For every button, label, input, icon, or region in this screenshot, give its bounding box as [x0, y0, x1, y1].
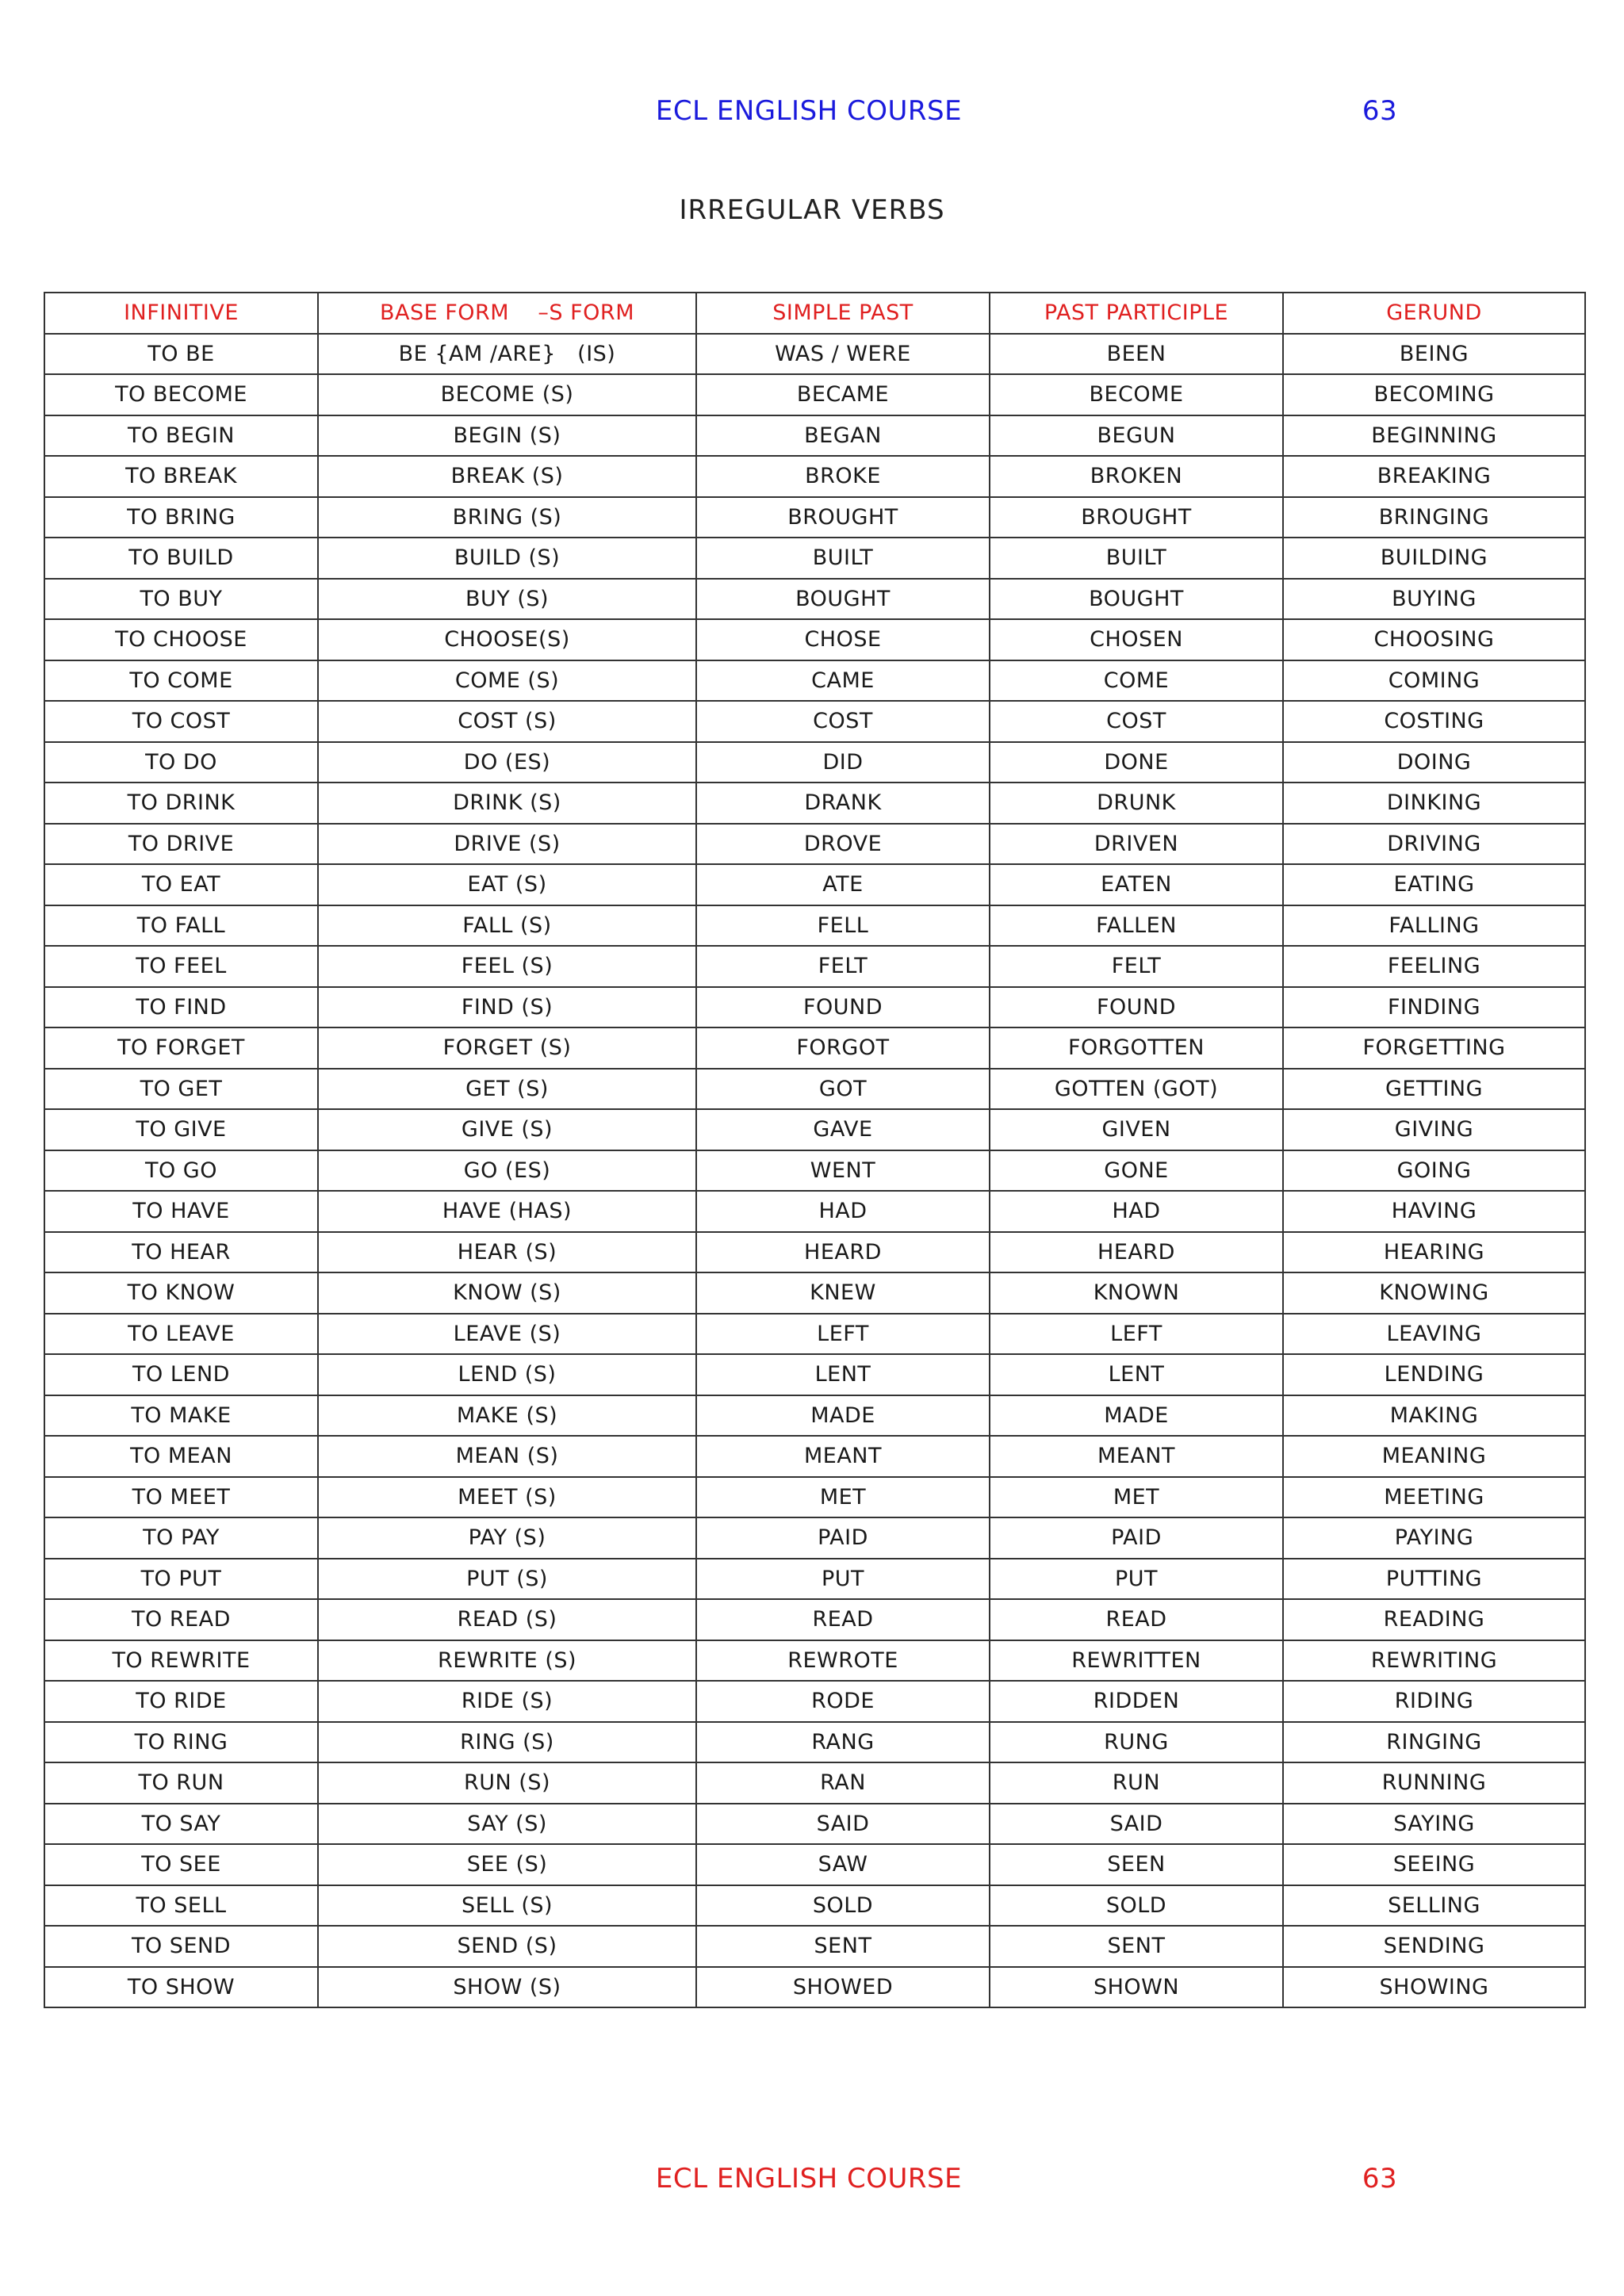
cell-infinitive: TO BUILD — [44, 538, 318, 579]
cell-infinitive: TO FIND — [44, 987, 318, 1028]
cell-past-participle: GIVEN — [990, 1109, 1283, 1150]
cell-gerund: FINDING — [1283, 987, 1585, 1028]
cell-gerund: FEELING — [1283, 946, 1585, 987]
cell-simple-past: CHOSE — [696, 619, 990, 660]
table-row — [44, 1681, 1585, 1722]
cell-simple-past: FELL — [696, 905, 990, 947]
cell-past-participle: FOUND — [990, 987, 1283, 1028]
cell-simple-past: RAN — [696, 1762, 990, 1804]
cell-gerund: COSTING — [1283, 701, 1585, 742]
cell-simple-past: BOUGHT — [696, 579, 990, 620]
cell-past-participle: MEANT — [990, 1436, 1283, 1477]
cell-infinitive: TO BEGIN — [44, 415, 318, 457]
cell-infinitive: TO SEE — [44, 1844, 318, 1885]
cell-past-participle: BROKEN — [990, 456, 1283, 497]
cell-simple-past: DRANK — [696, 783, 990, 824]
column-header-base-form: BASE FORM –S FORM — [318, 293, 696, 334]
cell-gerund: PUTTING — [1283, 1559, 1585, 1600]
table-row — [44, 1967, 1585, 2008]
table-row — [44, 1272, 1585, 1314]
table-row — [44, 1232, 1585, 1273]
cell-gerund: BRINGING — [1283, 497, 1585, 538]
cell-base-form: EAT (S) — [318, 864, 696, 905]
table-body — [44, 334, 1585, 2008]
table-row — [44, 619, 1585, 660]
column-header-past-participle: PAST PARTICIPLE — [990, 293, 1283, 334]
table-row — [44, 1109, 1585, 1150]
table-row — [44, 1354, 1585, 1395]
cell-gerund: FORGETTING — [1283, 1027, 1585, 1069]
cell-simple-past: REWROTE — [696, 1640, 990, 1682]
column-header-simple-past: SIMPLE PAST — [696, 293, 990, 334]
table-row — [44, 1844, 1585, 1885]
cell-past-participle: SHOWN — [990, 1967, 1283, 2008]
cell-gerund: SELLING — [1283, 1885, 1585, 1927]
cell-infinitive: TO BE — [44, 334, 318, 375]
cell-infinitive: TO REWRITE — [44, 1640, 318, 1682]
cell-simple-past: BUILT — [696, 538, 990, 579]
cell-gerund: GIVING — [1283, 1109, 1585, 1150]
cell-gerund: BREAKING — [1283, 456, 1585, 497]
cell-gerund: HEARING — [1283, 1232, 1585, 1273]
cell-gerund: BUYING — [1283, 579, 1585, 620]
cell-base-form: GO (ES) — [318, 1150, 696, 1192]
table-row — [44, 1926, 1585, 1967]
cell-gerund: HAVING — [1283, 1191, 1585, 1232]
cell-infinitive: TO GIVE — [44, 1109, 318, 1150]
cell-base-form: RUN (S) — [318, 1762, 696, 1804]
cell-past-participle: FELT — [990, 946, 1283, 987]
cell-base-form: CHOOSE(S) — [318, 619, 696, 660]
table-row — [44, 660, 1585, 702]
cell-infinitive: TO GET — [44, 1069, 318, 1110]
cell-base-form: BEGIN (S) — [318, 415, 696, 457]
cell-simple-past: SENT — [696, 1926, 990, 1967]
cell-gerund: RIDING — [1283, 1681, 1585, 1722]
table-row — [44, 1069, 1585, 1110]
cell-gerund: MEETING — [1283, 1477, 1585, 1518]
cell-past-participle: HEARD — [990, 1232, 1283, 1273]
cell-infinitive: TO DRIVE — [44, 824, 318, 865]
table-row — [44, 946, 1585, 987]
table-row — [44, 1762, 1585, 1804]
cell-past-participle: FORGOTTEN — [990, 1027, 1283, 1069]
cell-past-participle: BOUGHT — [990, 579, 1283, 620]
cell-base-form: READ (S) — [318, 1599, 696, 1640]
cell-infinitive: TO SELL — [44, 1885, 318, 1927]
table-row — [44, 334, 1585, 375]
cell-simple-past: SOLD — [696, 1885, 990, 1927]
table-row — [44, 783, 1585, 824]
cell-simple-past: LEFT — [696, 1314, 990, 1355]
cell-past-participle: FALLEN — [990, 905, 1283, 947]
cell-base-form: SHOW (S) — [318, 1967, 696, 2008]
cell-past-participle: SEEN — [990, 1844, 1283, 1885]
cell-base-form: MEET (S) — [318, 1477, 696, 1518]
cell-infinitive: TO DO — [44, 742, 318, 783]
cell-gerund: LENDING — [1283, 1354, 1585, 1395]
cell-past-participle: PAID — [990, 1517, 1283, 1559]
cell-infinitive: TO RIDE — [44, 1681, 318, 1722]
table-row — [44, 1150, 1585, 1192]
cell-past-participle: LEFT — [990, 1314, 1283, 1355]
cell-past-participle: BROUGHT — [990, 497, 1283, 538]
footer-page-number: 63 — [1362, 2163, 1398, 2195]
cell-base-form: FIND (S) — [318, 987, 696, 1028]
cell-past-participle: MADE — [990, 1395, 1283, 1437]
cell-simple-past: GOT — [696, 1069, 990, 1110]
cell-gerund: DOING — [1283, 742, 1585, 783]
table-row — [44, 864, 1585, 905]
cell-simple-past: LENT — [696, 1354, 990, 1395]
cell-base-form: LEND (S) — [318, 1354, 696, 1395]
cell-gerund: SAYING — [1283, 1804, 1585, 1845]
table-row — [44, 1722, 1585, 1763]
cell-gerund: COMING — [1283, 660, 1585, 702]
cell-base-form: MEAN (S) — [318, 1436, 696, 1477]
cell-past-participle: HAD — [990, 1191, 1283, 1232]
cell-base-form: LEAVE (S) — [318, 1314, 696, 1355]
cell-past-participle: BEGUN — [990, 415, 1283, 457]
cell-infinitive: TO FORGET — [44, 1027, 318, 1069]
cell-past-participle: CHOSEN — [990, 619, 1283, 660]
cell-simple-past: FOUND — [696, 987, 990, 1028]
cell-simple-past: SAID — [696, 1804, 990, 1845]
table-row — [44, 1027, 1585, 1069]
table-row — [44, 415, 1585, 457]
cell-past-participle: PUT — [990, 1559, 1283, 1600]
table-row — [44, 456, 1585, 497]
cell-past-participle: REWRITTEN — [990, 1640, 1283, 1682]
cell-infinitive: TO BECOME — [44, 374, 318, 415]
cell-base-form: BRING (S) — [318, 497, 696, 538]
table-row — [44, 374, 1585, 415]
cell-gerund: GETTING — [1283, 1069, 1585, 1110]
cell-simple-past: DROVE — [696, 824, 990, 865]
cell-simple-past: HEARD — [696, 1232, 990, 1273]
table-row — [44, 1559, 1585, 1600]
cell-infinitive: TO MEET — [44, 1477, 318, 1518]
cell-infinitive: TO HEAR — [44, 1232, 318, 1273]
cell-base-form: DRINK (S) — [318, 783, 696, 824]
cell-simple-past: COST — [696, 701, 990, 742]
cell-base-form: PAY (S) — [318, 1517, 696, 1559]
cell-base-form: GIVE (S) — [318, 1109, 696, 1150]
cell-past-participle: BECOME — [990, 374, 1283, 415]
cell-past-participle: DONE — [990, 742, 1283, 783]
footer-title: ECL ENGLISH COURSE — [655, 2163, 963, 2195]
table-row — [44, 701, 1585, 742]
cell-base-form: GET (S) — [318, 1069, 696, 1110]
cell-base-form: BUILD (S) — [318, 538, 696, 579]
cell-simple-past: PUT — [696, 1559, 990, 1600]
cell-gerund: DINKING — [1283, 783, 1585, 824]
cell-base-form: BECOME (S) — [318, 374, 696, 415]
cell-base-form: RIDE (S) — [318, 1681, 696, 1722]
cell-simple-past: PAID — [696, 1517, 990, 1559]
cell-simple-past: FELT — [696, 946, 990, 987]
cell-infinitive: TO DRINK — [44, 783, 318, 824]
table-row — [44, 1436, 1585, 1477]
cell-base-form: BREAK (S) — [318, 456, 696, 497]
cell-simple-past: MET — [696, 1477, 990, 1518]
cell-infinitive: TO KNOW — [44, 1272, 318, 1314]
header-page-number: 63 — [1362, 95, 1398, 127]
document-title: IRREGULAR VERBS — [679, 194, 945, 226]
cell-gerund: REWRITING — [1283, 1640, 1585, 1682]
table-row — [44, 579, 1585, 620]
cell-past-participle: COME — [990, 660, 1283, 702]
cell-infinitive: TO GO — [44, 1150, 318, 1192]
cell-gerund: BUILDING — [1283, 538, 1585, 579]
table-row — [44, 1477, 1585, 1518]
cell-past-participle: BEEN — [990, 334, 1283, 375]
cell-simple-past: MADE — [696, 1395, 990, 1437]
cell-past-participle: READ — [990, 1599, 1283, 1640]
cell-base-form: SEE (S) — [318, 1844, 696, 1885]
cell-simple-past: RODE — [696, 1681, 990, 1722]
cell-past-participle: RUN — [990, 1762, 1283, 1804]
cell-past-participle: EATEN — [990, 864, 1283, 905]
irregular-verbs-table — [44, 292, 1586, 2008]
cell-infinitive: TO EAT — [44, 864, 318, 905]
cell-base-form: COST (S) — [318, 701, 696, 742]
cell-base-form: DO (ES) — [318, 742, 696, 783]
cell-gerund: READING — [1283, 1599, 1585, 1640]
cell-gerund: BEING — [1283, 334, 1585, 375]
cell-gerund: FALLING — [1283, 905, 1585, 947]
cell-infinitive: TO COST — [44, 701, 318, 742]
cell-infinitive: TO SEND — [44, 1926, 318, 1967]
cell-infinitive: TO FALL — [44, 905, 318, 947]
cell-gerund: LEAVING — [1283, 1314, 1585, 1355]
table-row — [44, 824, 1585, 865]
cell-base-form: KNOW (S) — [318, 1272, 696, 1314]
cell-simple-past: WENT — [696, 1150, 990, 1192]
cell-past-participle: DRUNK — [990, 783, 1283, 824]
cell-simple-past: BEGAN — [696, 415, 990, 457]
table-row — [44, 905, 1585, 947]
cell-past-participle: MET — [990, 1477, 1283, 1518]
cell-base-form: FORGET (S) — [318, 1027, 696, 1069]
cell-past-participle: DRIVEN — [990, 824, 1283, 865]
cell-past-participle: GOTTEN (GOT) — [990, 1069, 1283, 1110]
cell-gerund: SEEING — [1283, 1844, 1585, 1885]
cell-base-form: FALL (S) — [318, 905, 696, 947]
cell-gerund: RUNNING — [1283, 1762, 1585, 1804]
column-header-gerund: GERUND — [1283, 293, 1585, 334]
cell-base-form: HAVE (HAS) — [318, 1191, 696, 1232]
cell-past-participle: SOLD — [990, 1885, 1283, 1927]
cell-base-form: BE {AM /ARE} (IS) — [318, 334, 696, 375]
table-row — [44, 538, 1585, 579]
cell-simple-past: SHOWED — [696, 1967, 990, 2008]
cell-simple-past: CAME — [696, 660, 990, 702]
table-row — [44, 1395, 1585, 1437]
cell-base-form: PUT (S) — [318, 1559, 696, 1600]
cell-simple-past: KNEW — [696, 1272, 990, 1314]
cell-simple-past: DID — [696, 742, 990, 783]
cell-simple-past: BROKE — [696, 456, 990, 497]
column-header-infinitive: INFINITIVE — [44, 293, 318, 334]
cell-infinitive: TO PUT — [44, 1559, 318, 1600]
cell-past-participle: COST — [990, 701, 1283, 742]
cell-simple-past: FORGOT — [696, 1027, 990, 1069]
cell-gerund: SHOWING — [1283, 1967, 1585, 2008]
cell-infinitive: TO BUY — [44, 579, 318, 620]
cell-past-participle: LENT — [990, 1354, 1283, 1395]
cell-past-participle: KNOWN — [990, 1272, 1283, 1314]
header-title: ECL ENGLISH COURSE — [655, 95, 963, 127]
cell-gerund: BEGINNING — [1283, 415, 1585, 457]
cell-infinitive: TO HAVE — [44, 1191, 318, 1232]
cell-infinitive: TO LEND — [44, 1354, 318, 1395]
cell-gerund: DRIVING — [1283, 824, 1585, 865]
table-header-row — [44, 293, 1585, 334]
cell-gerund: MEANING — [1283, 1436, 1585, 1477]
cell-base-form: DRIVE (S) — [318, 824, 696, 865]
cell-infinitive: TO FEEL — [44, 946, 318, 987]
cell-simple-past: MEANT — [696, 1436, 990, 1477]
cell-infinitive: TO SHOW — [44, 1967, 318, 2008]
cell-base-form: COME (S) — [318, 660, 696, 702]
cell-base-form: SELL (S) — [318, 1885, 696, 1927]
cell-infinitive: TO RUN — [44, 1762, 318, 1804]
cell-past-participle: SENT — [990, 1926, 1283, 1967]
cell-past-participle: GONE — [990, 1150, 1283, 1192]
cell-gerund: MAKING — [1283, 1395, 1585, 1437]
cell-simple-past: READ — [696, 1599, 990, 1640]
cell-simple-past: WAS / WERE — [696, 334, 990, 375]
cell-gerund: KNOWING — [1283, 1272, 1585, 1314]
cell-infinitive: TO READ — [44, 1599, 318, 1640]
cell-past-participle: BUILT — [990, 538, 1283, 579]
cell-infinitive: TO BRING — [44, 497, 318, 538]
cell-base-form: FEEL (S) — [318, 946, 696, 987]
cell-simple-past: RANG — [696, 1722, 990, 1763]
cell-simple-past: GAVE — [696, 1109, 990, 1150]
cell-simple-past: HAD — [696, 1191, 990, 1232]
cell-past-participle: RIDDEN — [990, 1681, 1283, 1722]
table-row — [44, 1885, 1585, 1927]
page-header — [0, 95, 1624, 135]
cell-gerund: BECOMING — [1283, 374, 1585, 415]
page-footer — [0, 2163, 1624, 2202]
cell-base-form: BUY (S) — [318, 579, 696, 620]
cell-gerund: PAYING — [1283, 1517, 1585, 1559]
table-row — [44, 742, 1585, 783]
cell-infinitive: TO SAY — [44, 1804, 318, 1845]
cell-infinitive: TO RING — [44, 1722, 318, 1763]
cell-infinitive: TO LEAVE — [44, 1314, 318, 1355]
cell-base-form: HEAR (S) — [318, 1232, 696, 1273]
cell-gerund: GOING — [1283, 1150, 1585, 1192]
cell-gerund: CHOOSING — [1283, 619, 1585, 660]
cell-infinitive: TO MAKE — [44, 1395, 318, 1437]
cell-simple-past: SAW — [696, 1844, 990, 1885]
cell-base-form: RING (S) — [318, 1722, 696, 1763]
table-row — [44, 1599, 1585, 1640]
table-row — [44, 1804, 1585, 1845]
cell-base-form: SAY (S) — [318, 1804, 696, 1845]
cell-infinitive: TO PAY — [44, 1517, 318, 1559]
cell-gerund: EATING — [1283, 864, 1585, 905]
cell-infinitive: TO COME — [44, 660, 318, 702]
cell-infinitive: TO CHOOSE — [44, 619, 318, 660]
cell-gerund: RINGING — [1283, 1722, 1585, 1763]
cell-simple-past: BECAME — [696, 374, 990, 415]
table-row — [44, 1640, 1585, 1682]
cell-past-participle: SAID — [990, 1804, 1283, 1845]
cell-base-form: SEND (S) — [318, 1926, 696, 1967]
cell-simple-past: BROUGHT — [696, 497, 990, 538]
cell-simple-past: ATE — [696, 864, 990, 905]
table-row — [44, 497, 1585, 538]
cell-infinitive: TO BREAK — [44, 456, 318, 497]
table-row — [44, 1191, 1585, 1232]
cell-past-participle: RUNG — [990, 1722, 1283, 1763]
table-row — [44, 987, 1585, 1028]
cell-infinitive: TO MEAN — [44, 1436, 318, 1477]
table-row — [44, 1517, 1585, 1559]
table-row — [44, 1314, 1585, 1355]
cell-base-form: MAKE (S) — [318, 1395, 696, 1437]
cell-base-form: REWRITE (S) — [318, 1640, 696, 1682]
cell-gerund: SENDING — [1283, 1926, 1585, 1967]
